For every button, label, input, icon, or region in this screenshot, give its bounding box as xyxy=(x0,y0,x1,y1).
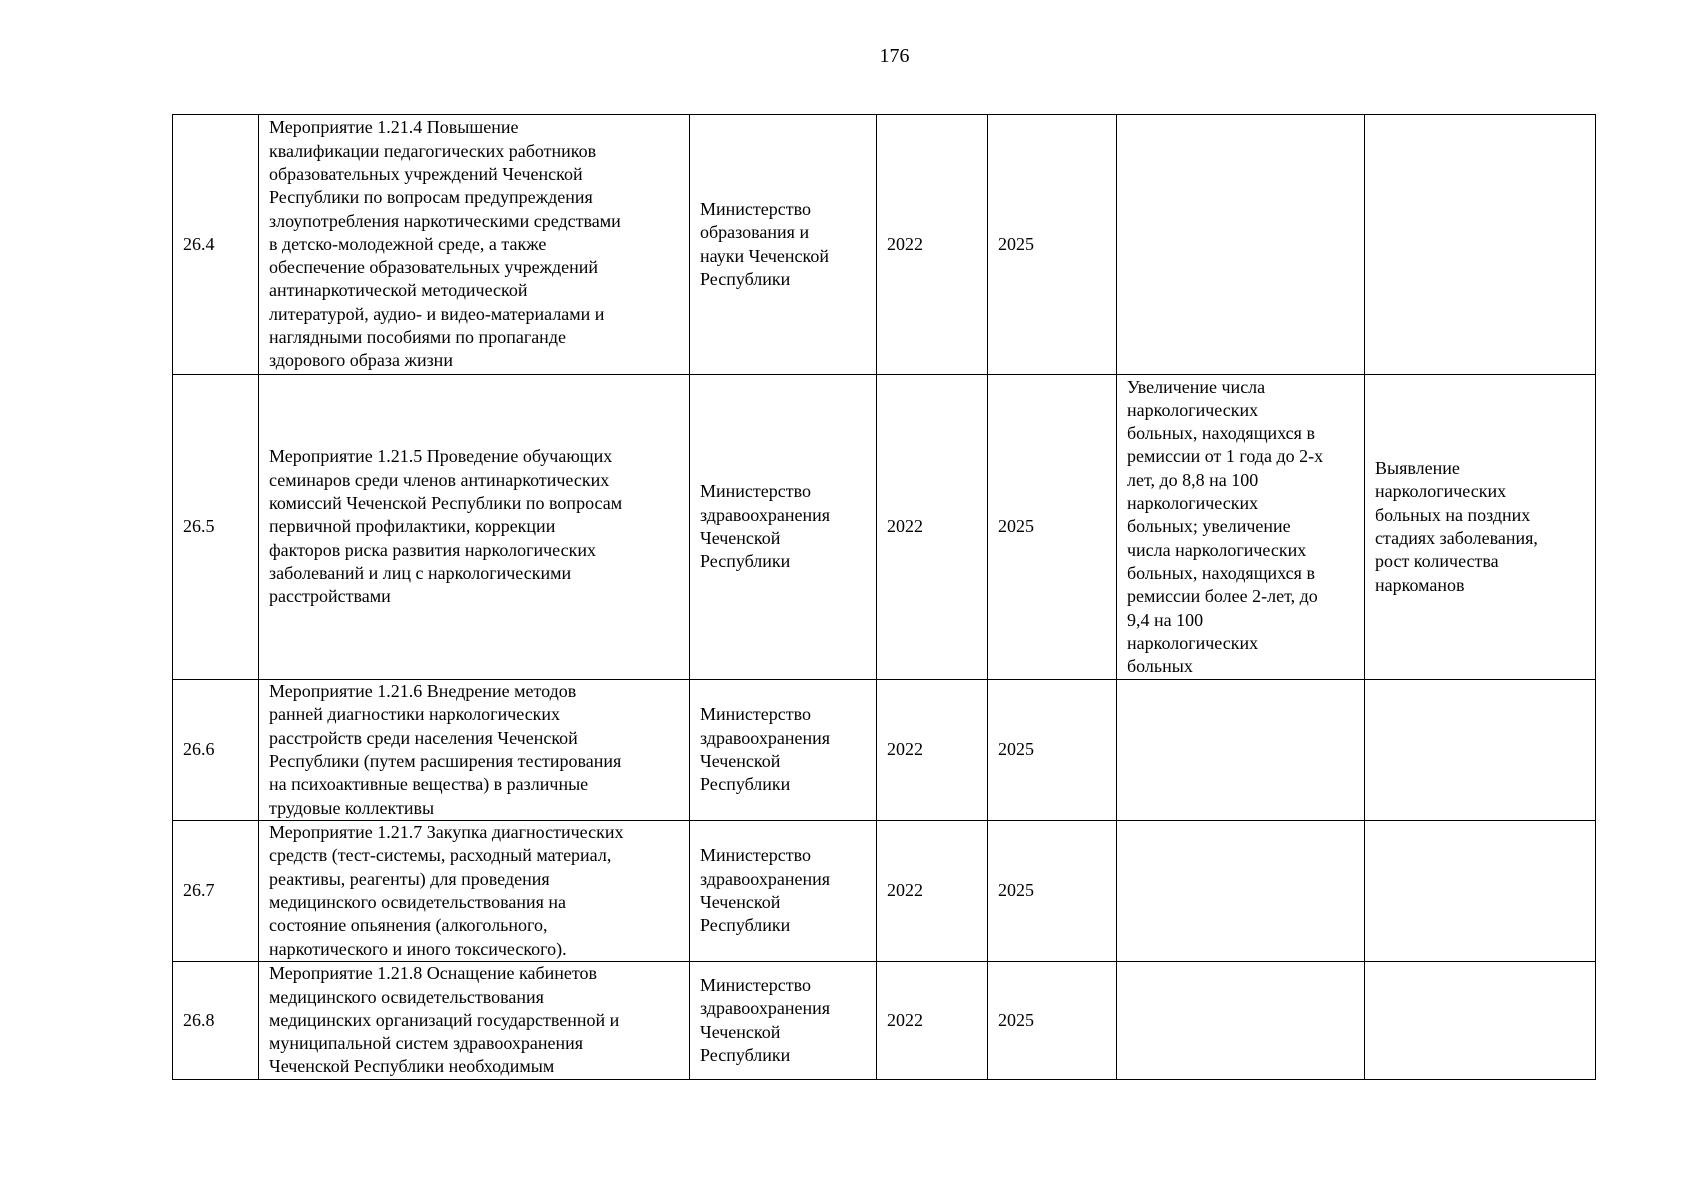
start-year: 2022 xyxy=(877,821,988,962)
end-year: 2025 xyxy=(988,680,1117,821)
page-number: 176 xyxy=(879,45,910,67)
start-year: 2022 xyxy=(877,680,988,821)
activity-title: Мероприятие 1.21.8 Оснащение кабинетов медицинского освидетельствования медицинских организаций государственной и муниципальной систем здравоохранения Чеченской Республики необходимым xyxy=(259,962,690,1080)
risk-consequence xyxy=(1365,821,1596,962)
activity-title: Мероприятие 1.21.6 Внедрение методов ранней диагностики наркологических расстройств среди населения Чеченской Республики (путем расширения тестирования на психоактивные вещества) в различные трудовые коллективы xyxy=(259,680,690,821)
expected-result xyxy=(1117,115,1365,375)
expected-result xyxy=(1117,962,1365,1080)
end-year: 2025 xyxy=(988,821,1117,962)
risk-consequence xyxy=(1365,115,1596,375)
row-number: 26.6 xyxy=(173,680,259,821)
activity-title: Мероприятие 1.21.7 Закупка диагностических средств (тест-системы, расходный материал, реактивы, реагенты) для проведения медицинского освидетельствования на состояние опьянения (алкогольного, наркотического и иного токсического). xyxy=(259,821,690,962)
end-year: 2025 xyxy=(988,962,1117,1080)
executor: Министерство здравоохранения Чеченской Республики xyxy=(690,680,877,821)
table-row xyxy=(173,115,1596,375)
expected-result xyxy=(1117,680,1365,821)
table-row xyxy=(173,680,1596,821)
expected-result xyxy=(1117,821,1365,962)
risk-consequence xyxy=(1365,962,1596,1080)
executor: Министерство здравоохранения Чеченской Республики xyxy=(690,375,877,680)
executor: Министерство образования и науки Чеченской Республики xyxy=(690,115,877,375)
row-number: 26.7 xyxy=(173,821,259,962)
table-row xyxy=(173,375,1596,680)
table-row xyxy=(173,962,1596,1080)
end-year: 2025 xyxy=(988,375,1117,680)
end-year: 2025 xyxy=(988,115,1117,375)
row-number: 26.4 xyxy=(173,115,259,375)
row-number: 26.8 xyxy=(173,962,259,1080)
expected-result: Увеличение числа наркологических больных, находящихся в ремиссии от 1 года до 2-х лет, до 8,8 на 100 наркологических больных; увеличение числа наркологических больных, находящихся в ремиссии более 2-лет, до 9,4 на 100 наркологических больных xyxy=(1117,375,1365,680)
start-year: 2022 xyxy=(877,962,988,1080)
start-year: 2022 xyxy=(877,375,988,680)
risk-consequence: Выявление наркологических больных на поздних стадиях заболевания, рост количества наркоманов xyxy=(1365,375,1596,680)
table-row xyxy=(173,821,1596,962)
risk-consequence xyxy=(1365,680,1596,821)
executor: Министерство здравоохранения Чеченской Республики xyxy=(690,821,877,962)
activity-title: Мероприятие 1.21.5 Проведение обучающих семинаров среди членов антинаркотических комиссий Чеченской Республики по вопросам первичной профилактики, коррекции факторов риска развития наркологических заболеваний и лиц с наркологическими расстройствами xyxy=(259,375,690,680)
executor: Министерство здравоохранения Чеченской Республики xyxy=(690,962,877,1080)
activity-title: Мероприятие 1.21.4 Повышение квалификации педагогических работников образовательных учреждений Чеченской Республики по вопросам предупреждения злоупотребления наркотическими средствами в детско-молодежной среде, а также обеспечение образовательных учреждений антинаркотической методической литературой, аудио- и видео-материалами и наглядными пособиями по пропаганде здорового образа жизни xyxy=(259,115,690,375)
activities-table xyxy=(172,114,1596,1080)
row-number: 26.5 xyxy=(173,375,259,680)
start-year: 2022 xyxy=(877,115,988,375)
